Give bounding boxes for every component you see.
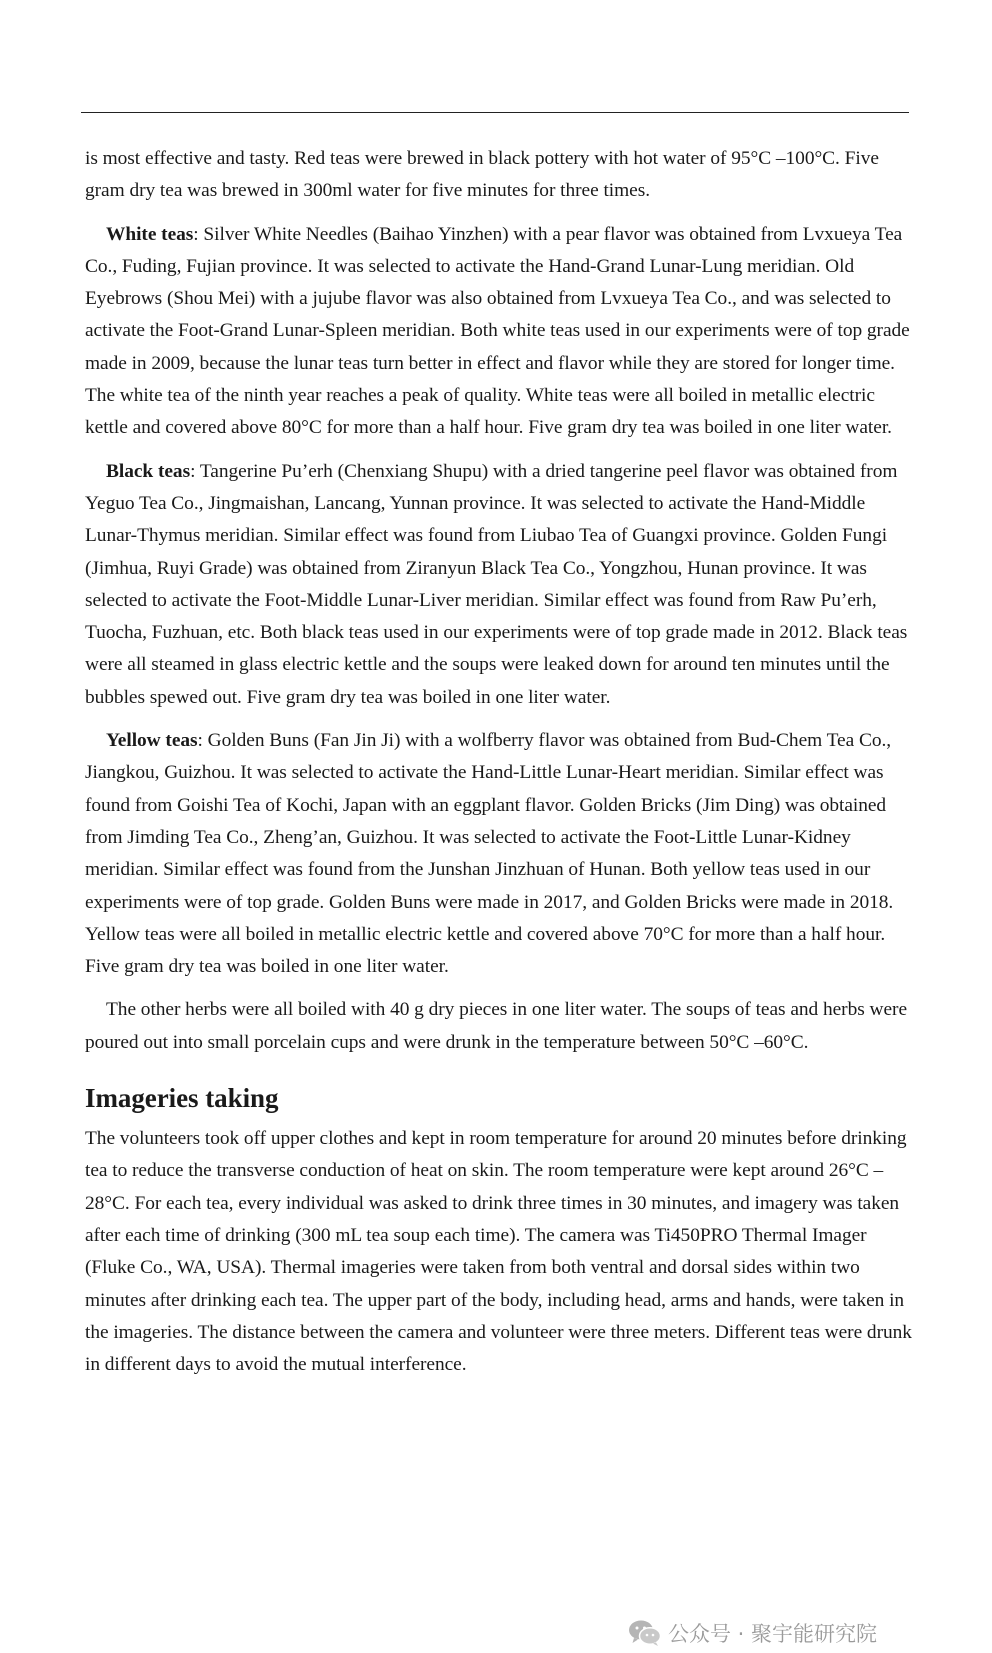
header-rule: [81, 112, 909, 113]
yellow-teas-label: Yellow teas: [106, 730, 198, 752]
paragraph-other-herbs: The other herbs were all boiled with 40 g dry pieces in one liter water. The soups of teas and herbs were poured out into small porcelain cups and were drunk in the temperature between 50°C –60°C.: [85, 999, 908, 1053]
black-teas-text: : Tangerine Pu’erh (Chenxiang Shupu) with a dried tangerine peel flavor was obtained from Yeguo Tea Co., Jingmaishan, Lancang, Yunnan province. It was selected to activate the Hand-Middle Lunar-Thymus meridian. Similar effect was found from Liubao Tea of Guangxi province. Golden Fungi (Jimhua, Ruyi Grade) was obtained from Ziranyun Black Tea Co., Yongzhou, Hunan province. It was selected to activate the Foot-Middle Lunar-Liver meridian. Similar effect was found from Raw Pu’erh, Tuocha, Fuzhuan, etc. Both black teas used in our experiments were of top grade made in 2012. Black teas were all steamed in glass electric kettle and the soups were leaked down for around ten minutes until the bubbles spewed out. Five gram dry tea was boiled in one liter water.: [85, 460, 908, 708]
section-heading-imageries: Imageries taking: [85, 1083, 279, 1114]
paragraph-red-tea-continuation: is most effective and tasty. Red teas were brewed in black pottery with hot water of 95°C –100°C. Five gram dry tea was brewed in 300ml water for five minutes for three times.: [85, 148, 879, 202]
white-teas-text: : Silver White Needles (Baihao Yinzhen) with a pear flavor was obtained from Lvxueya Tea Co., Fuding, Fujian province. It was selected to activate the Hand-Grand Lunar-Lung meridian. Old Eyebrows (Shou Mei) with a jujube flavor was also obtained from Lvxueya Tea Co., and was selected to activate the Foot-Grand Lunar-Spleen meridian. Both white teas used in our experiments were of top grade made in 2009, because the lunar teas turn better in effect and flavor while they are stored for longer time. The white tea of the ninth year reaches a peak of quality. White teas were all boiled in metallic electric kettle and covered above 80°C for more than a half hour. Five gram dry tea was boiled in one liter water.: [85, 223, 910, 439]
paragraph-black-teas: [85, 456, 915, 714]
paragraph-white-teas: [85, 219, 915, 445]
yellow-teas-text: : Golden Buns (Fan Jin Ji) with a wolfberry flavor was obtained from Bud-Chem Tea Co., Jiangkou, Guizhou. It was selected to activate the Hand-Little Lunar-Heart meridian. Similar effect was found from Goishi Tea of Kochi, Japan with an eggplant flavor. Golden Bricks (Jim Ding) was obtained from Jimding Tea Co., Zheng’an, Guizhou. It was selected to activate the Foot-Little Lunar-Kidney meridian. Similar effect was found from the Junshan Jinzhuan of Hunan. Both yellow teas used in our experiments were of top grade. Golden Buns were made in 2017, and Golden Bricks were made in 2018. Yellow teas were all boiled in metallic electric kettle and covered above 70°C for more than a half hour. Five gram dry tea was boiled in one liter water.: [85, 730, 894, 978]
paragraph-imageries-taking: The volunteers took off upper clothes and kept in room temperature for around 20 minutes before drinking tea to reduce the transverse conduction of heat on skin. The room temperature were kept around 26°C –28°C. For each tea, every individual was asked to drink three times in 30 minutes, and imagery was taken after each time of drinking (300 mL tea soup each time). The camera was Ti450PRO Thermal Imager (Fluke Co., WA, USA). Thermal imageries were taken from both ventral and dorsal sides within two minutes after drinking each tea. The upper part of the body, including head, arms and hands, were taken in the imageries. The distance between the camera and volunteer were three meters. Different teas were drunk in different days to avoid the mutual interference.: [85, 1128, 912, 1376]
wechat-icon: [628, 1619, 662, 1647]
black-teas-label: Black teas: [106, 460, 191, 482]
white-teas-label: White teas: [106, 223, 194, 245]
paragraph-yellow-teas: [85, 725, 915, 983]
document-body: [85, 143, 915, 1392]
watermark-text: 公众号 · 聚宇能研究院: [668, 1622, 878, 1646]
wechat-watermark: [628, 1618, 877, 1648]
